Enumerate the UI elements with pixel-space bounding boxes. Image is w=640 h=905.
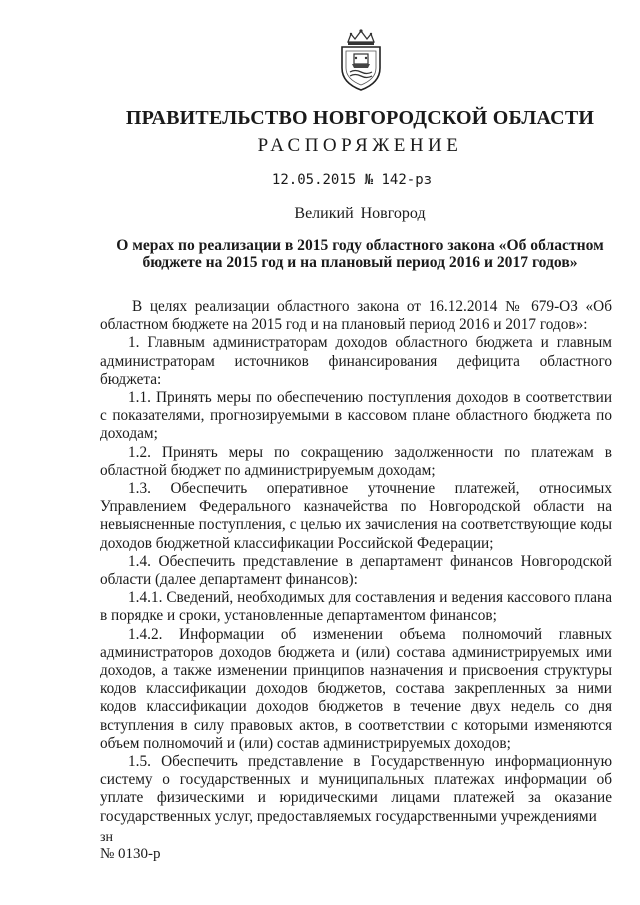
paragraph-preamble: В целях реализации областного закона от 16.12.2014 № 679-ОЗ «Об областном бюджете на 2015 год и на плановый период 2016 и 2017 годов»: (100, 298, 612, 334)
coat-of-arms-emblem (336, 28, 386, 92)
paragraph-item-1-4: 1.4. Обеспечить представление в департамент финансов Новгородской области (далее департамент финансов): (100, 552, 612, 589)
paragraph-item-1: 1. Главным администраторам доходов областного бюджета и главным администраторам источников финансирования дефицита областного бюджета: (100, 334, 612, 388)
executor-initials: зн (100, 830, 114, 845)
document-body (100, 298, 612, 826)
paragraph-item-1-3: 1.3. Обеспечить оперативное уточнение платежей, относимых Управлением Федерального казначейства по Новгородской области на невыясненные поступления, с целью их зачисления на соответствующие коды доходов бюджетной классификации Российской Федерации; (100, 480, 612, 552)
document-type: РАСПОРЯЖЕНИЕ (257, 135, 463, 156)
document-subject: О мерах по реализации в 2015 году областного закона «Об областном бюджете на 2015 год и на плановый период 2016 и 2017 годов» (116, 237, 604, 271)
government-title: ПРАВИТЕЛЬСТВО НОВГОРОДСКОЙ ОБЛАСТИ (125, 107, 595, 129)
paragraph-item-1-4-1: 1.4.1. Сведений, необходимых для составления и ведения кассового плана в порядке и сроки, установленные департаментом финансов; (100, 589, 612, 625)
document-city: Великий Новгород (294, 205, 426, 222)
paragraph-item-1-2: 1.2. Принять меры по сокращению задолженности по платежам в областной бюджет по администрируемым доходам; (100, 443, 612, 479)
paragraph-item-1-4-2: 1.4.2. Информации об изменении объема полномочий главных администраторов доходов бюджета и (или) состава администрируемых ими доходов, а также изменении принципов назначения и присвоения структуры кодов классификации доходов бюджетов, состава закрепленных за ними кодов классификации доходов бюджетов в течение двух недель со дня вступления в силу правовых актов, в соответствии с которыми изменяются объем полномочий и (или) состав администрируемых доходов; (100, 625, 612, 752)
document-date-number: 12.05.2015 № 142-рз (271, 172, 433, 188)
paragraph-item-1-5: 1.5. Обеспечить представление в Государственную информационную систему о государственных и муниципальных платежах информации об уплате физическими и юридическими лицами платежей за оказание государственных услуг, предоставляемых государственными учреждениями (100, 753, 612, 825)
paragraph-item-1-1: 1.1. Принять меры по обеспечению поступления доходов в соответствии с показателями, прогнозируемыми в кассовом плане областного бюджета по доходам; (100, 389, 612, 443)
document-footer (100, 830, 161, 862)
document-code: № 0130-р (100, 846, 161, 862)
